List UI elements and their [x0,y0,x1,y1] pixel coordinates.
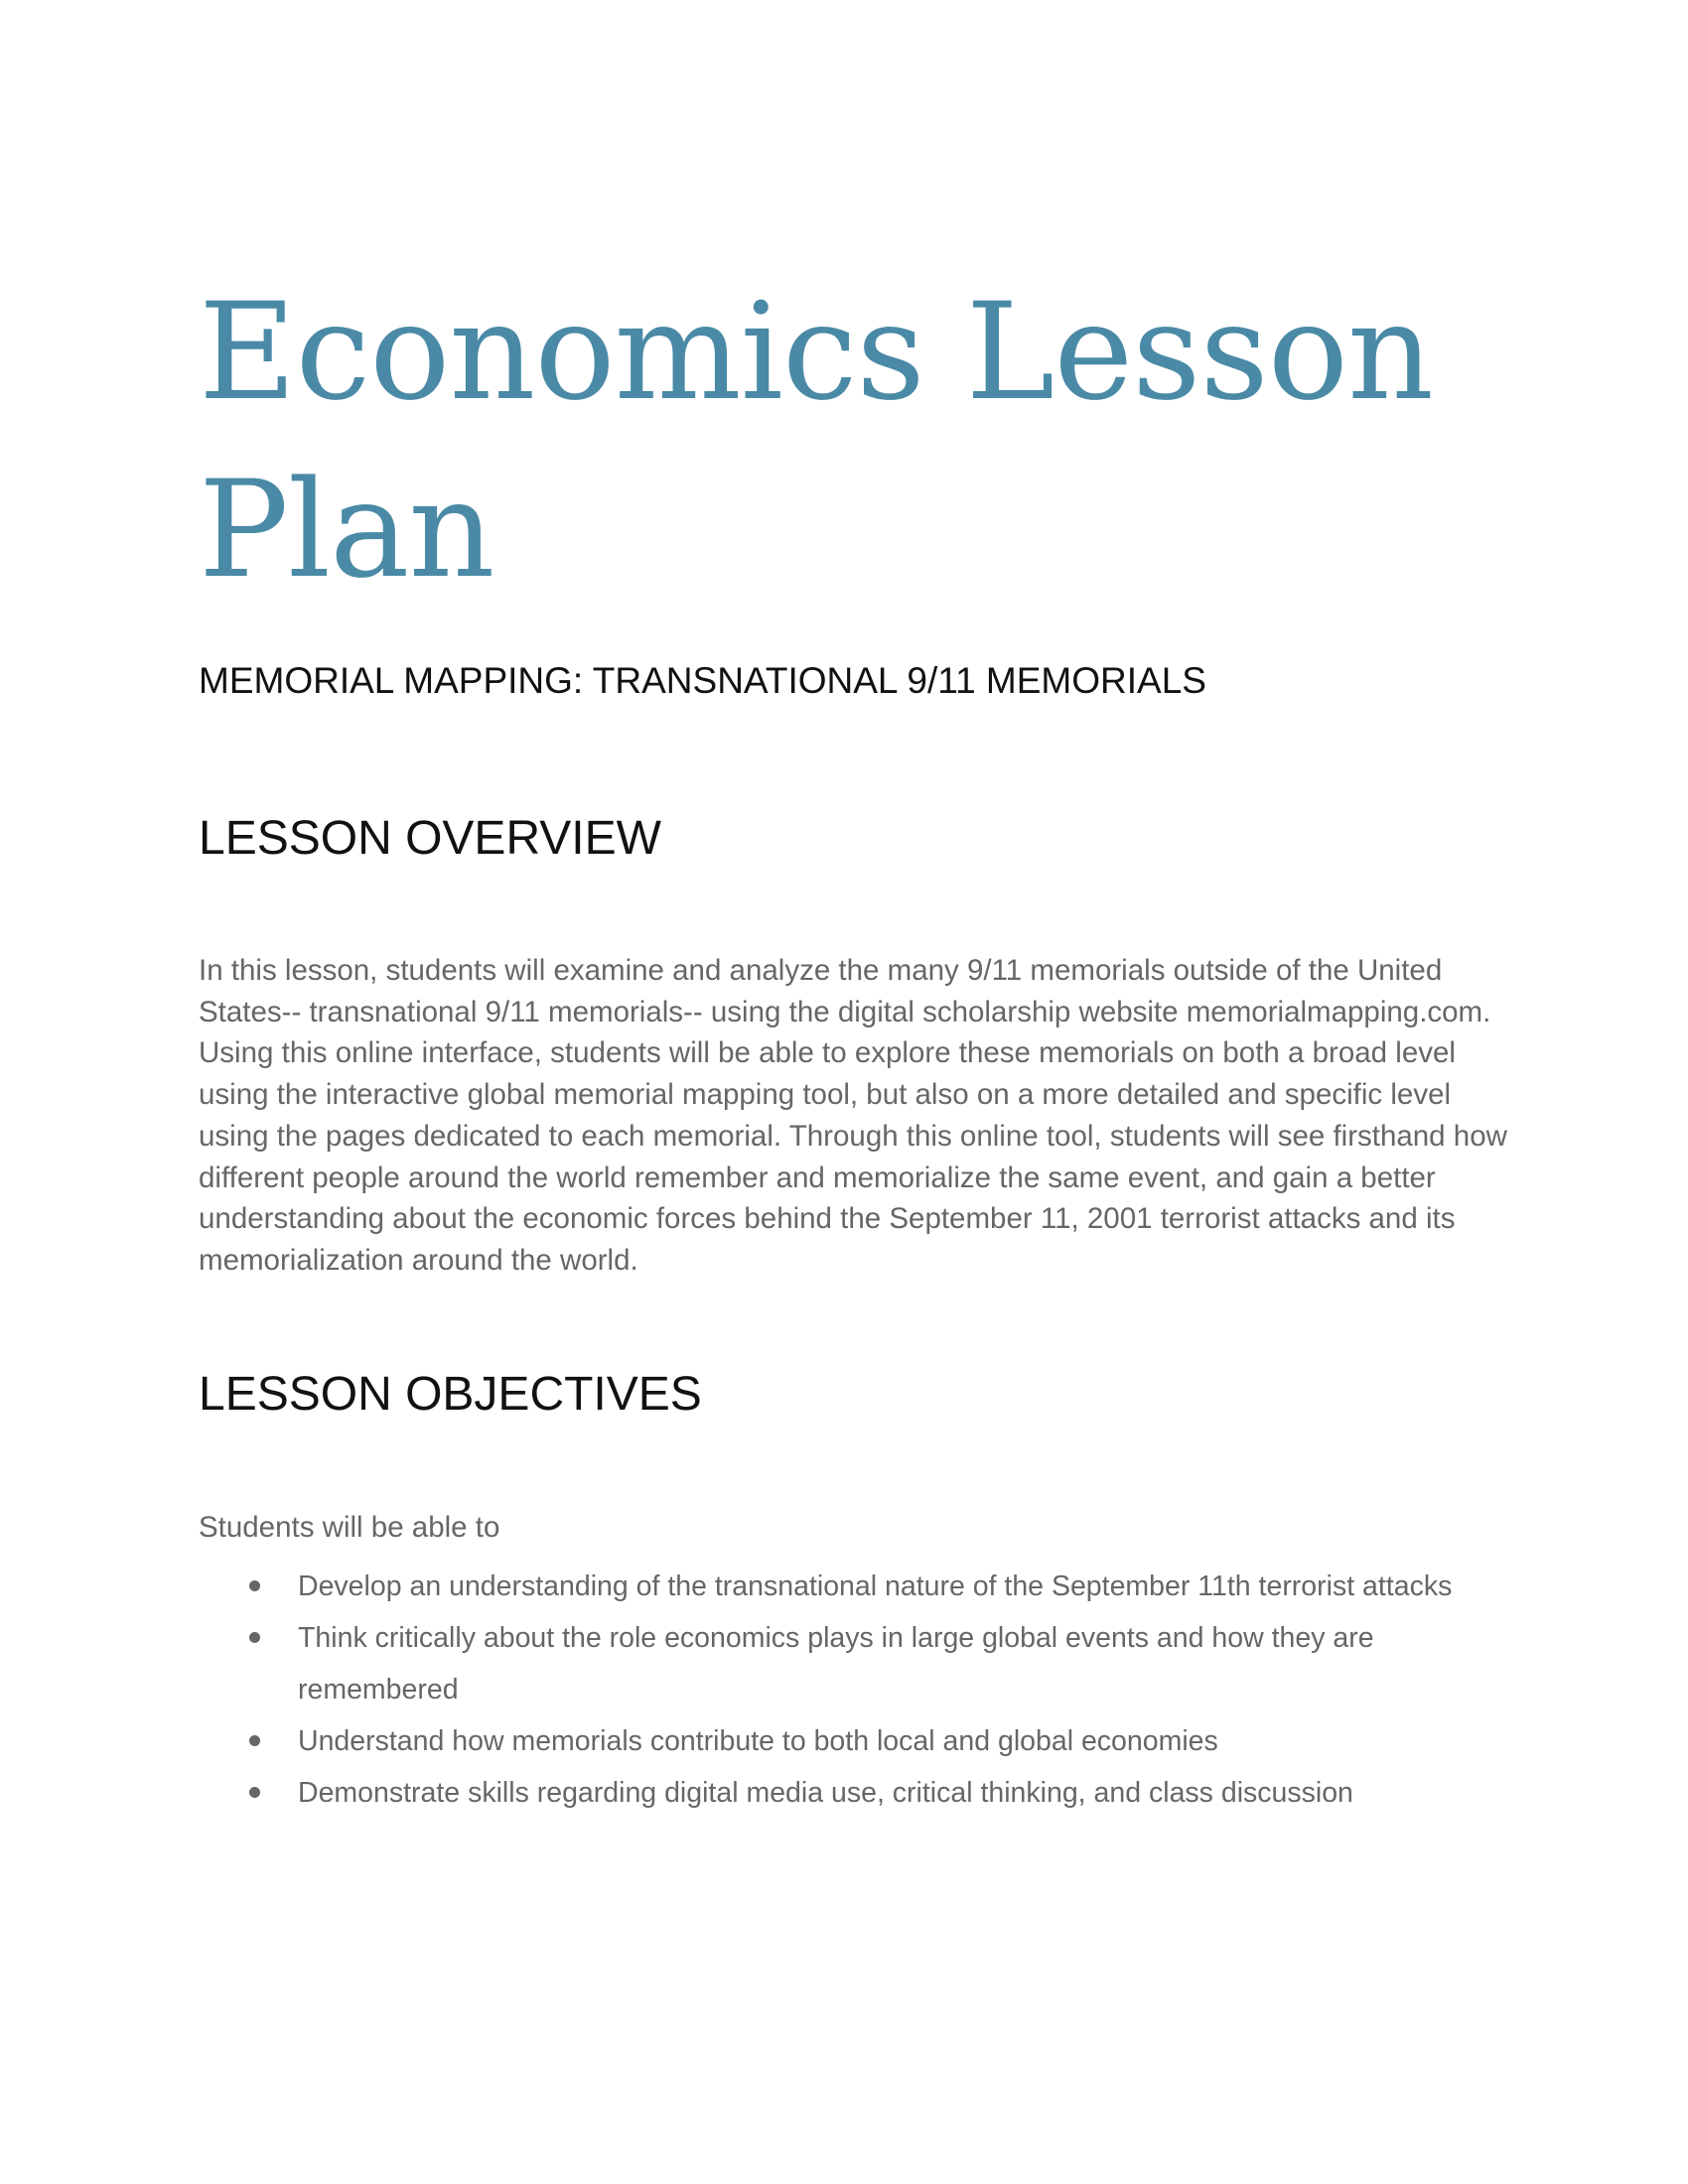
list-item [199,1612,1509,1715]
list-item-text: Think critically about the role economics plays in large global events and how they are remembered [298,1622,1374,1706]
list-item-text: Develop an understanding of the transnational nature of the September 11th terrorist attacks [298,1570,1453,1602]
objectives-intro: Students will be able to [199,1511,500,1544]
page-title: Economics Lesson Plan [199,274,1433,608]
list-item [199,1767,1509,1819]
objectives-list [199,1561,1509,1819]
objectives-heading: LESSON OBJECTIVES [199,1368,702,1421]
list-item-text: Demonstrate skills regarding digital media use, critical thinking, and class discussion [298,1777,1353,1809]
document-content [199,263,1509,1809]
document-subtitle: MEMORIAL MAPPING: TRANSNATIONAL 9/11 MEMORIALS [199,660,1206,701]
overview-paragraph: In this lesson, students will examine and analyze the many 9/11 memorials outside of the United States-- transnational 9/11 memorials-- using the digital scholarship website memorialmapping.com. Using this online interface, students will be able to explore these memorials on both a broad level using the interactive global memorial mapping tool, but also on a more detailed and specific level using the pages dedicated to each memorial. Through this online tool, students will see firsthand how different people around the world remember and memorialize the same event, and gain a better understanding about the economic forces behind the September 11, 2001 terrorist attacks and its memorialization around the world. [199,954,1507,1277]
bullet-icon [249,1632,260,1643]
bullet-icon [249,1787,260,1798]
list-item [199,1715,1509,1767]
overview-heading: LESSON OVERVIEW [199,812,661,865]
list-item-text: Understand how memorials contribute to both local and global economies [298,1725,1218,1757]
list-item [199,1561,1509,1612]
bullet-icon [249,1580,260,1591]
bullet-icon [249,1735,260,1746]
